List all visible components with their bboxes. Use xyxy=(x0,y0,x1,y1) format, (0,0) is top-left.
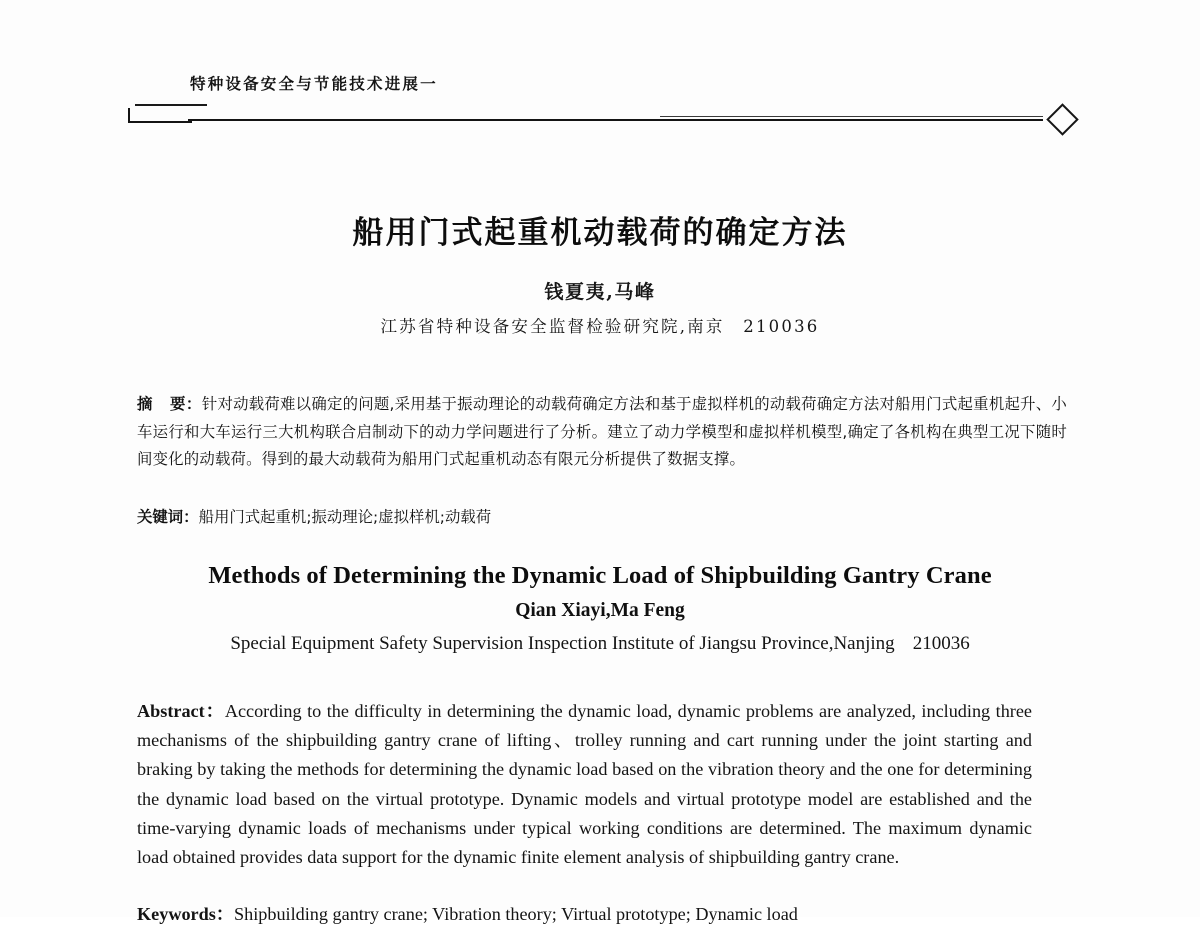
keywords-label-english: Keywords： xyxy=(137,904,234,924)
header-rule xyxy=(188,119,1043,121)
keywords-english xyxy=(137,900,1032,929)
page-title-chinese: 船用门式起重机动载荷的确定方法 xyxy=(352,215,848,251)
abstract-label-chinese: 摘 xyxy=(137,395,153,413)
abstract-label-chinese-2: 要 xyxy=(169,395,186,413)
abstract-english xyxy=(137,697,1032,872)
page-title-english: Methods of Determining the Dynamic Load of Shipbuilding Gantry Crane xyxy=(208,562,992,589)
keywords-body-chinese: 船用门式起重机;振动理论;虚拟样机;动载荷 xyxy=(198,508,492,526)
abstract-chinese xyxy=(137,391,1067,474)
authors-chinese: 钱夏夷,马峰 xyxy=(544,281,656,303)
abstract-body-english: According to the difficulty in determining the dynamic load, dynamic problems are analyzed, including three mechanisms of the shipbuilding gantry crane of lifting、trolley running and cart running under the joint starting and braking by taking the methods for determining the dynamic load based on the vibration theory and the one for determining the dynamic load based on the virtual prototype. Dynamic models and virtual prototype model are established and the time-varying dynamic loads of mechanisms under typical working conditions are determined. The maximum dynamic load obtained provides data support for the dynamic finite element analysis of shipbuilding gantry crane. xyxy=(137,701,1032,868)
abstract-label-english: Abstract： xyxy=(137,701,225,721)
abstract-colon-chinese: ： xyxy=(185,395,202,413)
abstract-body-chinese: 针对动载荷难以确定的问题,采用基于振动理论的动载荷确定方法和基于虚拟样机的动载荷确定方法对船用门式起重机起升、小车运行和大车运行三大机构联合启制动下的动力学问题进行了分析。建立了动力学模型和虚拟样机模型,确定了各机构在典型工况下随时间变化的动载荷。得到的最大动载荷为船用门式起重机动态有限元分析提供了数据支撑。 xyxy=(137,395,1067,468)
keywords-body-english: Shipbuilding gantry crane; Vibration theory; Virtual prototype; Dynamic load xyxy=(234,904,798,924)
authors-english: Qian Xiayi,Ma Feng xyxy=(515,600,685,621)
running-head xyxy=(0,72,1200,132)
running-head-text: 特种设备安全与节能技术进展一 xyxy=(190,74,438,93)
header-rule-secondary xyxy=(660,116,1043,117)
affiliation-chinese: 江苏省特种设备安全监督检验研究院,南京 210036 xyxy=(380,317,820,336)
header-rule-stub xyxy=(135,104,207,106)
affiliation-postcode: 210036 xyxy=(912,633,970,654)
affiliation-english-text: Special Equipment Safety Supervision Inspection Institute of Jiangsu Province,Nanjing xyxy=(230,633,895,654)
header-bracket-decoration xyxy=(128,108,192,123)
keywords-label-chinese: 关键词： xyxy=(137,508,199,526)
diamond-outline-icon xyxy=(1046,103,1079,136)
affiliation-english xyxy=(0,633,1200,655)
keywords-chinese xyxy=(137,504,1067,531)
